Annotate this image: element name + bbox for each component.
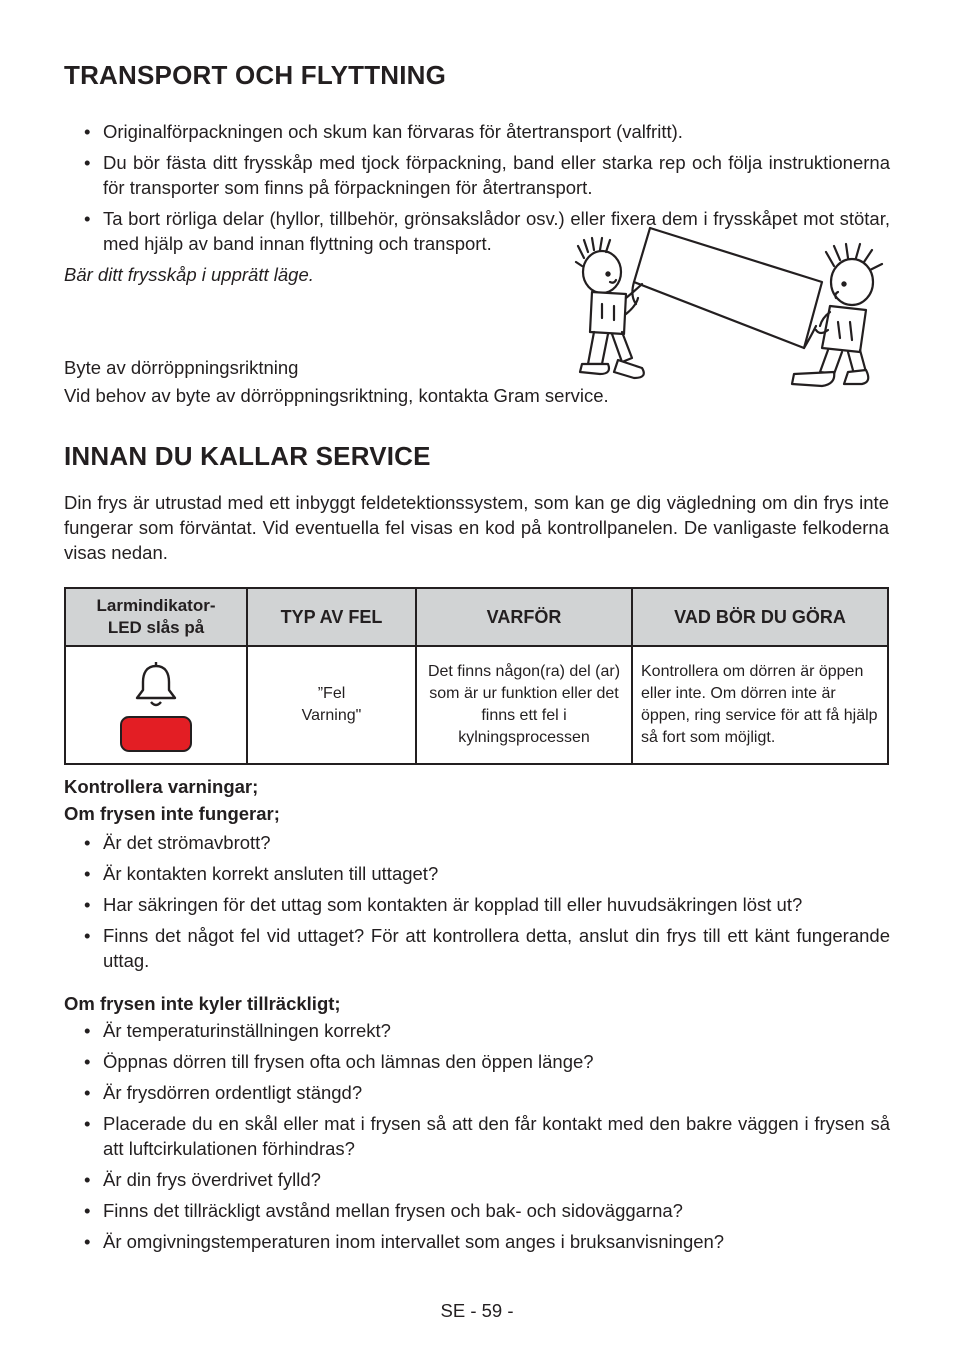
list-item: • Är din frys överdrivet fylld? — [84, 1167, 890, 1192]
not-working-list — [84, 830, 890, 979]
service-intro: Din frys är utrustad med ett inbyggt feldetektionssystem, som kan ge dig vägledning om din frys inte fungerar som förväntat. Vid eventuella fel visas en kod på kontrollpanelen. De vanligaste felkoderna visas nedan. — [64, 492, 889, 563]
led-cell — [65, 646, 247, 764]
list-item: • Placerade du en skål eller mat i frysen så att den får kontakt med den bakre väggen i frysen så att luftcirkulationen förhindras? — [84, 1111, 890, 1161]
door-text: Vid behov av byte av dörröppningsriktning, kontakta Gram service. — [64, 385, 609, 406]
two-people-carrying-freezer-icon — [572, 222, 894, 394]
type-line1: ”Fel — [317, 685, 346, 702]
header-type: TYP AV FEL — [247, 588, 416, 646]
error-table — [64, 587, 889, 765]
type-line2: Varning" — [301, 707, 362, 724]
header-why: VARFÖR — [416, 588, 632, 646]
list-item: • Är det strömavbrott? — [84, 830, 890, 855]
table-header-row — [65, 588, 888, 646]
door-heading: Byte av dörröppningsriktning — [64, 357, 299, 378]
why-cell: Det finns någon(ra) del (ar) som är ur funktion eller det finns ett fel i kylningsprocessen — [416, 646, 632, 764]
header-what: VAD BÖR DU GÖRA — [632, 588, 888, 646]
header-led-line2: LED slås på — [107, 618, 205, 637]
what-cell: Kontrollera om dörren är öppen eller inte. Om dörren inte är öppen, ring service för att få hjälp så fort som möjligt. — [632, 646, 888, 764]
page-number: SE - 59 - — [440, 1300, 514, 1321]
list-item: • Ta bort rörliga delar (hyllor, tillbehör, grönsakslådor osv.) eller fixera dem i frysskåpet mot stötar, med hjälp av band innan flyttning och transport. — [84, 206, 890, 256]
check-heading-not-working: Om frysen inte fungerar; — [64, 803, 280, 824]
list-item: • Har säkringen för det uttag som kontakten är kopplad till eller huvudsäkringen löst ut? — [84, 892, 890, 917]
list-item: • Finns det tillräckligt avstånd mellan frysen och bak- och sidoväggarna? — [84, 1198, 890, 1223]
table-row — [65, 646, 888, 764]
list-item: • Är frysdörren ordentligt stängd? — [84, 1080, 890, 1105]
header-led — [65, 588, 247, 646]
list-item: • Finns det något fel vid uttaget? För att kontrollera detta, anslut din frys till ett känt fungerande uttag. — [84, 923, 890, 973]
list-item: • Öppnas dörren till frysen ofta och lämnas den öppen länge? — [84, 1049, 890, 1074]
type-cell — [247, 646, 416, 764]
upright-note: Bär ditt frysskåp i upprätt läge. — [64, 264, 314, 285]
section-title-transport: TRANSPORT OCH FLYTTNING — [64, 60, 447, 90]
check-heading-cooling: Om frysen inte kyler tillräckligt; — [64, 993, 341, 1014]
list-item: • Du bör fästa ditt frysskåp med tjock förpackning, band eller starka rep och följa instruktionerna för transporter som finns på förpackningen för återtransport. — [84, 150, 890, 200]
check-heading-warnings: Kontrollera varningar; — [64, 776, 259, 797]
list-item: • Är omgivningstemperaturen inom intervallet som anges i bruksanvisningen? — [84, 1229, 890, 1254]
list-item: • Är temperaturinställningen korrekt? — [84, 1018, 890, 1043]
section-title-service: INNAN DU KALLAR SERVICE — [64, 441, 431, 471]
list-item: • Originalförpackningen och skum kan förvaras för återtransport (valfritt). — [84, 119, 890, 144]
list-item: • Är kontakten korrekt ansluten till uttaget? — [84, 861, 890, 886]
red-led-indicator — [120, 716, 192, 752]
header-led-line1: Larmindikator- — [96, 596, 216, 615]
cooling-list — [84, 1018, 890, 1260]
bell-icon — [131, 658, 181, 708]
